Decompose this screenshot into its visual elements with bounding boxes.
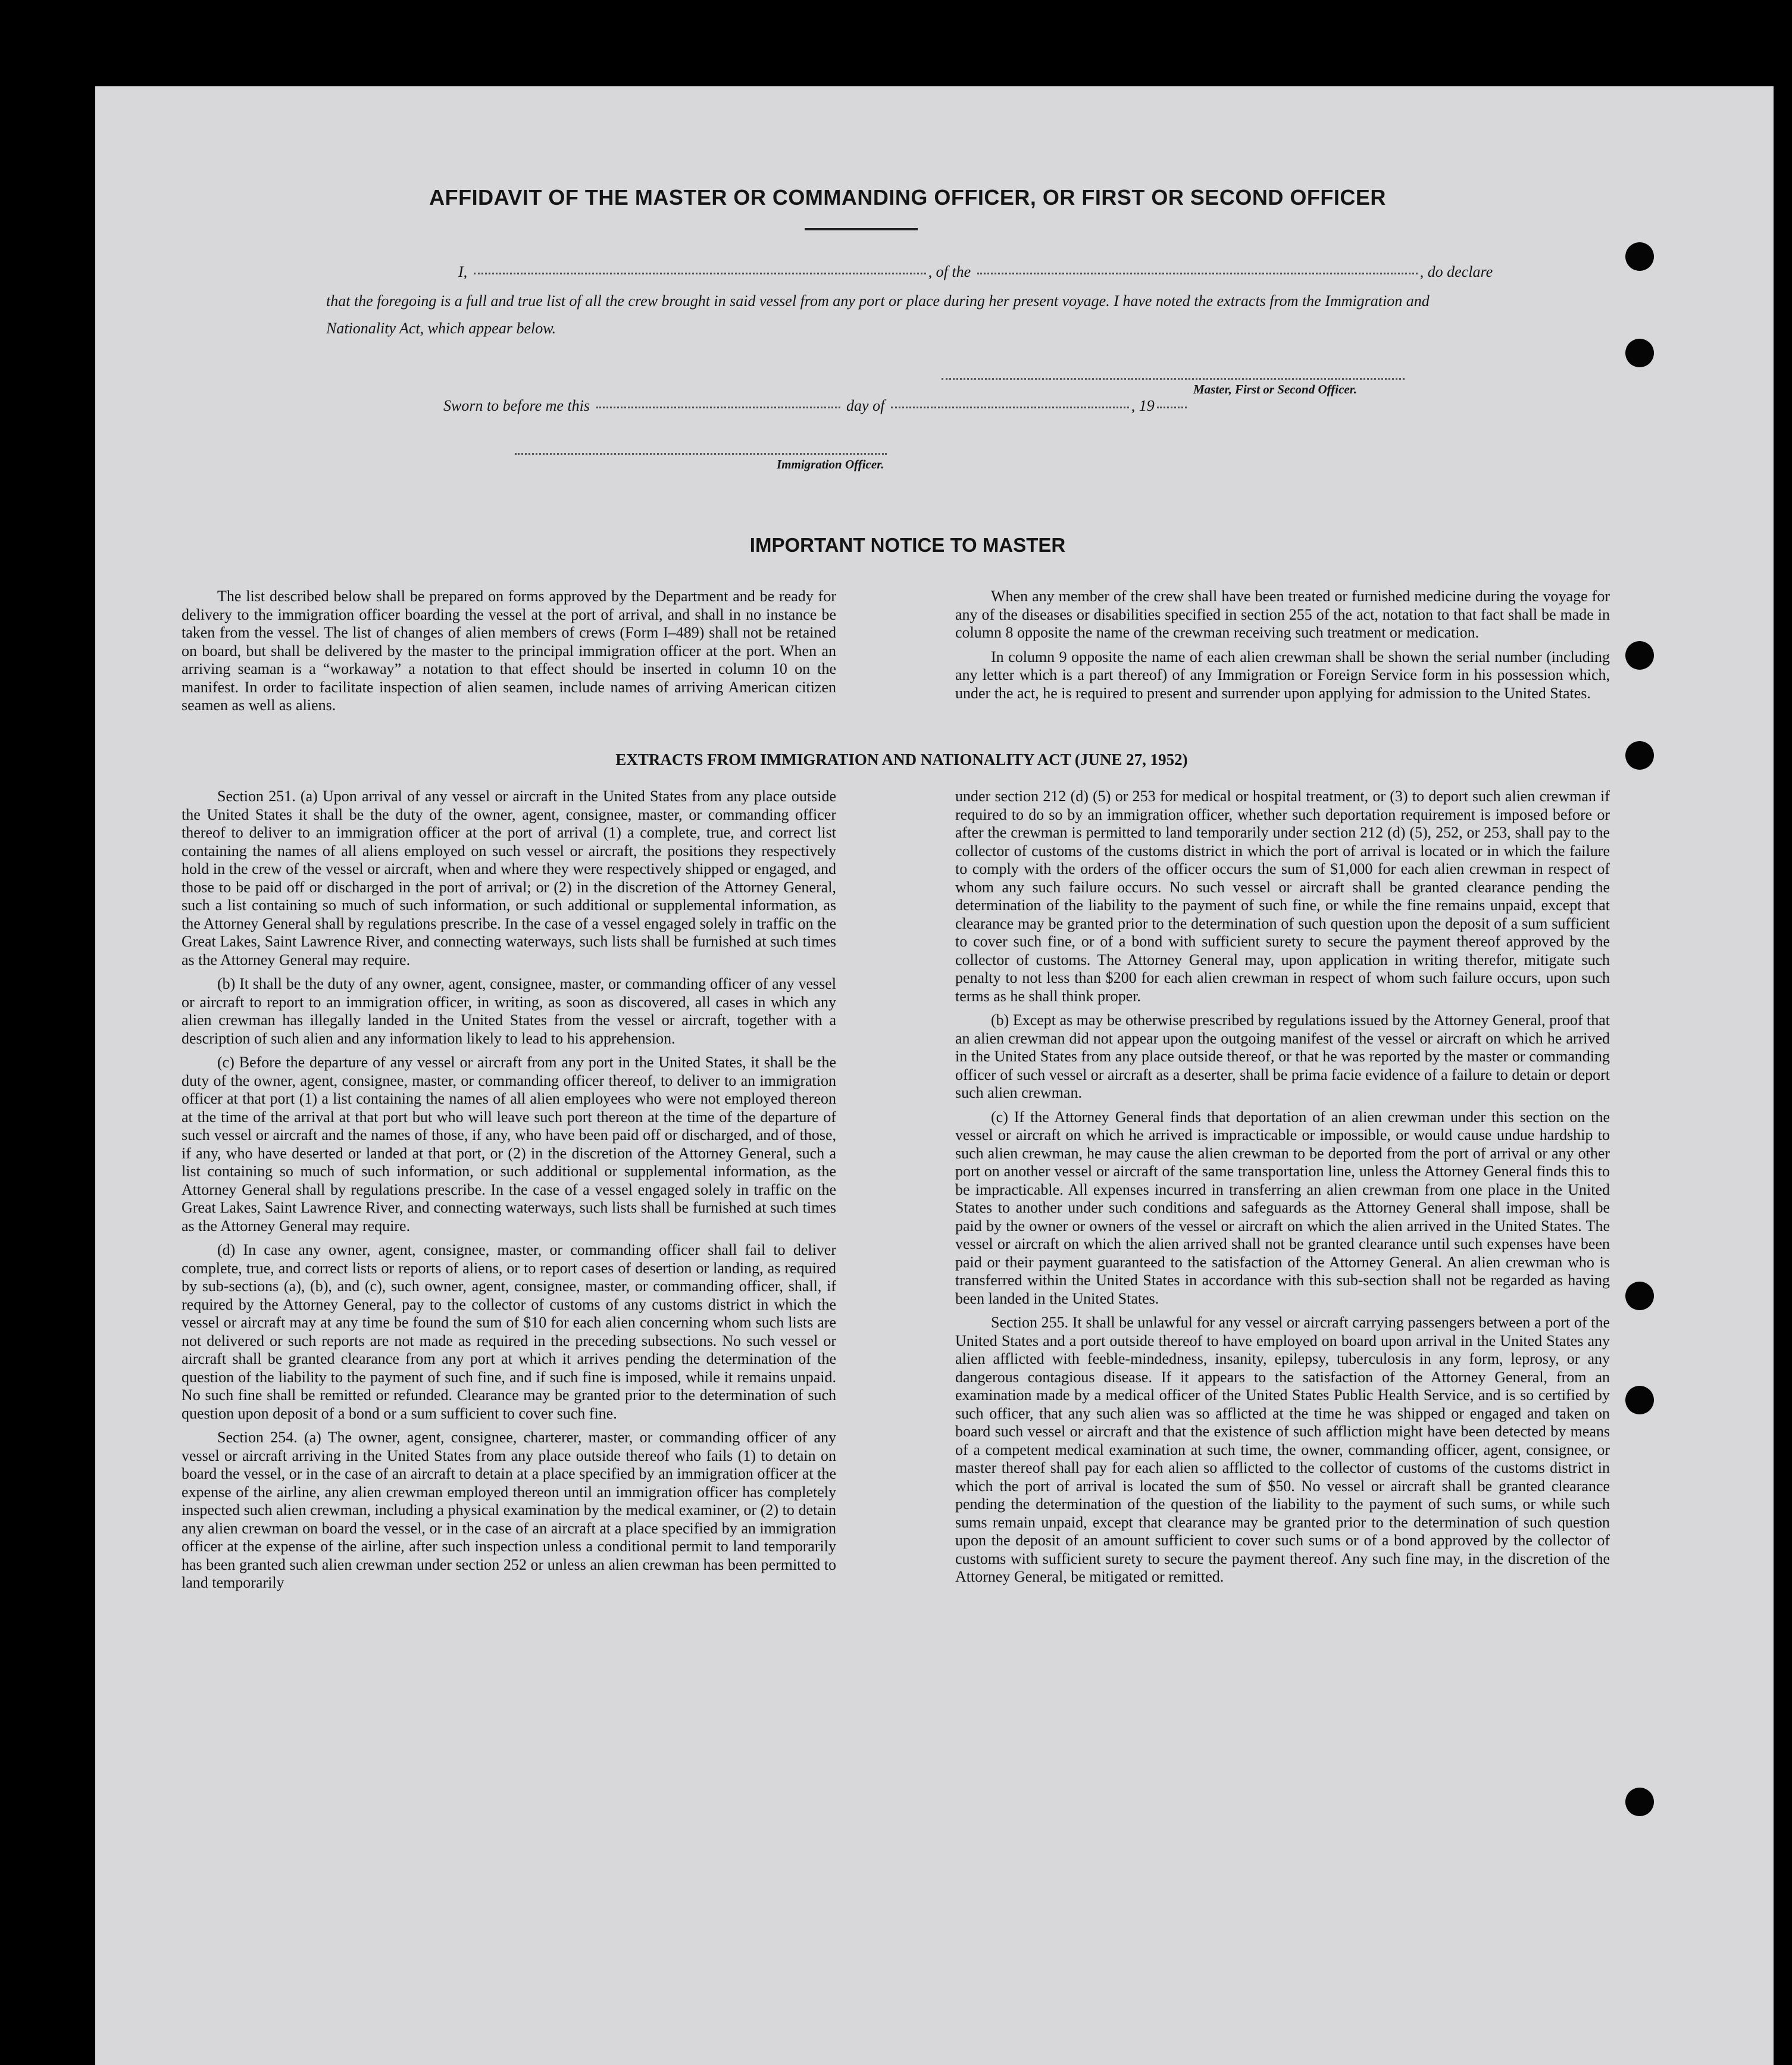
master-signature-line	[942, 378, 1405, 380]
year-prefix: , 19	[1131, 397, 1155, 414]
master-signature-label: Master, First or Second Officer.	[1193, 382, 1357, 396]
declaration-statement: that the foregoing is a full and true list of all the crew brought in said vessel from any port or place during her present voyage. I have noted the extracts from the Immigration and Nationality Act, which appear below.	[326, 292, 1430, 337]
extracts-right-column	[955, 788, 1610, 1592]
name-blank	[474, 273, 926, 274]
punch-hole	[1625, 339, 1654, 367]
notice-left-column	[182, 588, 836, 721]
declaration-line	[458, 263, 1493, 281]
title-divider	[805, 228, 918, 230]
sworn-day-blank	[596, 407, 840, 408]
extracts-left-column	[182, 788, 836, 1598]
affidavit-title: AFFIDAVIT OF THE MASTER OR COMMANDING OFFICER, OR FIRST OR SECOND OFFICER	[429, 185, 1386, 210]
immigration-officer-label: Immigration Officer.	[777, 457, 884, 471]
notice-right-column	[955, 588, 1610, 708]
extract-paragraph: Section 254. (a) The owner, agent, consignee, charterer, master, or commanding officer of any vessel or aircraft arriving in the United States from any place outside thereof who fails (1) to detain on board the vessel, or in the case of an aircraft to detain at a place specified by an immigration officer at the expense of the airline, any alien crewman employed thereon until an immigration officer has completely inspected such alien crewman, including a physical examination by the medical examiner, or (2) to detain any alien crewman on board the vessel, or in the case of an aircraft at a place specified by an immigration officer at the expense of the airline, after such inspection unless a conditional permit to land temporarily has been granted such alien crewman under section 252 or unless an alien crewman has been permitted to land temporarily	[182, 1429, 836, 1591]
extracts-title: EXTRACTS FROM IMMIGRATION AND NATIONALITY ACT (JUNE 27, 1952)	[615, 751, 1188, 768]
extract-paragraph: (b) It shall be the duty of any owner, agent, consignee, master, or commanding officer of any vessel or aircraft to report to an immigration officer, in writing, as soon as discovered, all cases in which any alien crewman has illegally landed in the United States from the vessel or aircraft, together with a description of such alien and any information likely to lead to his apprehension.	[182, 975, 836, 1047]
i-label: I,	[458, 263, 468, 280]
do-declare-label: , do declare	[1419, 263, 1493, 280]
sworn-month-blank	[891, 407, 1129, 408]
extract-paragraph: (c) If the Attorney General finds that deportation of an alien crewman under this section on the vessel or aircraft on which he arrived is impracticable or impossible, or would cause undue hardship to such alien crewman, he may cause the alien crewman to be deported from the port of arrival or any other port on another vessel or aircraft of the same transportation line, unless the Attorney General finds this to be impracticable. All expenses incurred in transferring an alien crewman from one place in the United States to another under such conditions and safeguards as the Attorney General shall impose, shall be paid by the owner or owners of the vessel or aircraft on which the alien arrived in the United States. The vessel or aircraft on which the alien arrived shall not be granted clearance until such expenses have been paid or their payment guaranteed to the satisfaction of the Attorney General. An alien crewman who is transferred within the United States in accordance with this sub-section shall not be regarded as having been landed in the United States.	[955, 1108, 1610, 1307]
sworn-line	[443, 397, 1189, 415]
of-the-label: , of the	[928, 263, 971, 280]
punch-hole	[1625, 1788, 1654, 1816]
extract-paragraph: Section 251. (a) Upon arrival of any vessel or aircraft in the United States from any place outside the United States it shall be the duty of the owner, agent, consignee, master, or commanding officer thereof to deliver to an immigration officer at the port of arrival (1) a complete, true, and correct list containing the names of all aliens employed on such vessel or aircraft, the positions they respectively hold in the crew of the vessel or aircraft, when and where they were respectively shipped or engaged, and those to be paid off or discharged in the port of arrival; or (2) in the discretion of the Attorney General, such a list containing so much of such information, or such additional or supplemental information, as the Attorney General shall by regulations prescribe. In the case of a vessel engaged solely in traffic on the Great Lakes, Saint Lawrence River, and connecting waterways, such lists shall be furnished at such times as the Attorney General may require.	[182, 788, 836, 969]
sworn-label: Sworn to before me this	[443, 397, 590, 414]
punch-hole	[1625, 741, 1654, 770]
notice-left-paragraph: The list described below shall be prepared on forms approved by the Department and be ready for delivery to the immigration officer boarding the vessel at the port of arrival, and shall in no instance be taken from the vessel. The list of changes of alien members of crews (Form I–489) shall not be retained on board, but shall be delivered by the master to the principal immigration officer at the port. When an arriving seaman is a “workaway” a notation to that effect should be inserted in column 10 on the manifest. In order to facilitate inspection of alien seamen, include names of arriving American citizen seamen as well as aliens.	[182, 588, 836, 714]
extract-paragraph: (c) Before the departure of any vessel or aircraft from any port in the United States, it shall be the duty of the owner, agent, consignee, master, or commanding officer thereof, to deliver to an immigration officer at that port (1) a list containing the names of all alien employees who were not employed thereon at the time of the arrival at that port but who will leave such port thereon at the time of the departure of such vessel or aircraft and the names of those, if any, who have been paid off or discharged, and of those, if any, who have deserted or landed at that port, or (2) in the discretion of the Attorney General, such a list containing so much of such information, or such additional or supplemental information, as the Attorney General shall by regulations prescribe. In the case of a vessel engaged solely in traffic on the Great Lakes, Saint Lawrence River, and connecting waterways, such lists shall be furnished at such times as the Attorney General may require.	[182, 1054, 836, 1235]
vessel-blank	[977, 273, 1418, 274]
document-sheet	[95, 86, 1774, 2065]
punch-hole	[1625, 1282, 1654, 1310]
notice-title: IMPORTANT NOTICE TO MASTER	[749, 534, 1066, 556]
day-of-label: day of	[846, 397, 885, 414]
extract-paragraph: (b) Except as may be otherwise prescribed by regulations issued by the Attorney General, proof that an alien crewman did not appear upon the outgoing manifest of the vessel or aircraft on which he arrived in the United States from any place outside thereof, or that he was reported by the master or commanding officer of such vessel or aircraft as a deserter, shall be prima facie evidence of a failure to detain or deport such alien crewman.	[955, 1011, 1610, 1101]
punch-hole	[1625, 641, 1654, 670]
punch-hole	[1625, 1386, 1654, 1414]
extract-paragraph: (d) In case any owner, agent, consignee, master, or commanding officer shall fail to deliver complete, true, and correct lists or reports of aliens, or to report cases of desertion or landing, as required by sub-sections (a), (b), and (c), such owner, agent, consignee, master, or commanding officer, shall, if required by the Attorney General, pay to the collector of customs of any customs district in which the vessel or aircraft may at any time be found the sum of $10 for each alien concerning whom such lists are not delivered or such reports are not made as required in the preceding subsections. No such vessel or aircraft shall be granted clearance from any port at which it arrives pending the determination of the question of the liability to the payment of such fine, and if such fine is imposed, while it remains unpaid. No such fine shall be remitted or refunded. Clearance may be granted prior to the determination of such question upon deposit of a bond or a sum sufficient to cover such fine.	[182, 1241, 836, 1422]
sworn-year-blank	[1157, 407, 1187, 408]
notice-right-paragraph: In column 9 opposite the name of each alien crewman shall be shown the serial number (including any letter which is a part thereof) of any Immigration or Foreign Service form in his possession which, under the act, he is required to present and surrender upon applying for admission to the United States.	[955, 648, 1610, 702]
punch-hole	[1625, 242, 1654, 271]
extract-paragraph: Section 255. It shall be unlawful for any vessel or aircraft carrying passengers between a port of the United States and a port outside thereof to have employed on board upon arrival in the United States any alien afflicted with feeble-mindedness, insanity, epilepsy, tuberculosis in any form, leprosy, or any dangerous contagious disease. If it appears to the satisfaction of the Attorney General, from an examination made by a medical officer of the United States Public Health Service, and is so certified by such officer, that any such alien was so afflicted at the time he was shipped or engaged and taken on board such vessel or aircraft and that the existence of such affliction might have been detected by means of a competent medical examination at such time, the owner, commanding officer, agent, consignee, or master thereof shall pay for each alien so afflicted to the collector of customs of the customs district in which the port of arrival is located the sum of $50. No vessel or aircraft shall be granted clearance pending the determination of the question of the liability to the payment of such sums, or while such sums remain unpaid, except that clearance may be granted prior to the determination of such question upon the deposit of an amount sufficient to cover such sums or of a bond approved by the collector of customs with sufficient surety to secure the payment thereof. Any such fine may, in the discretion of the Attorney General, be mitigated or remitted.	[955, 1314, 1610, 1585]
immigration-officer-line	[515, 453, 887, 455]
notice-right-paragraph: When any member of the crew shall have been treated or furnished medicine during the voyage for any of the diseases or disabilities specified in section 255 of the act, notation to that fact shall be made in column 8 opposite the name of the crewman receiving such treatment or medication.	[955, 588, 1610, 641]
extract-paragraph: under section 212 (d) (5) or 253 for medical or hospital treatment, or (3) to deport such alien crewman if required to do so by an immigration officer, whether such deportation requirement is imposed before or after the crewman is permitted to land temporarily under section 212 (d) (5), 252, or 253, shall pay to the collector of customs of the customs district in which the port of arrival is located or in which the failure to comply with the orders of the officer occurs the sum of $1,000 for each alien crewman in respect of whom any such failure occurs. No such vessel or aircraft shall be granted clearance pending the determination of the liability to the payment of such fine, or while the fine remains unpaid, except that clearance may be granted prior to the determination of such question upon the deposit of a sum sufficient to cover such fine, or of a bond with sufficient surety to secure the payment thereof approved by the collector of customs. The Attorney General may, upon application in writing therefor, mitigate such penalty to not less than $200 for each alien crewman in respect of whom such failure occurs, upon such terms as he shall think proper.	[955, 788, 1610, 1005]
document-body	[182, 86, 1622, 2065]
